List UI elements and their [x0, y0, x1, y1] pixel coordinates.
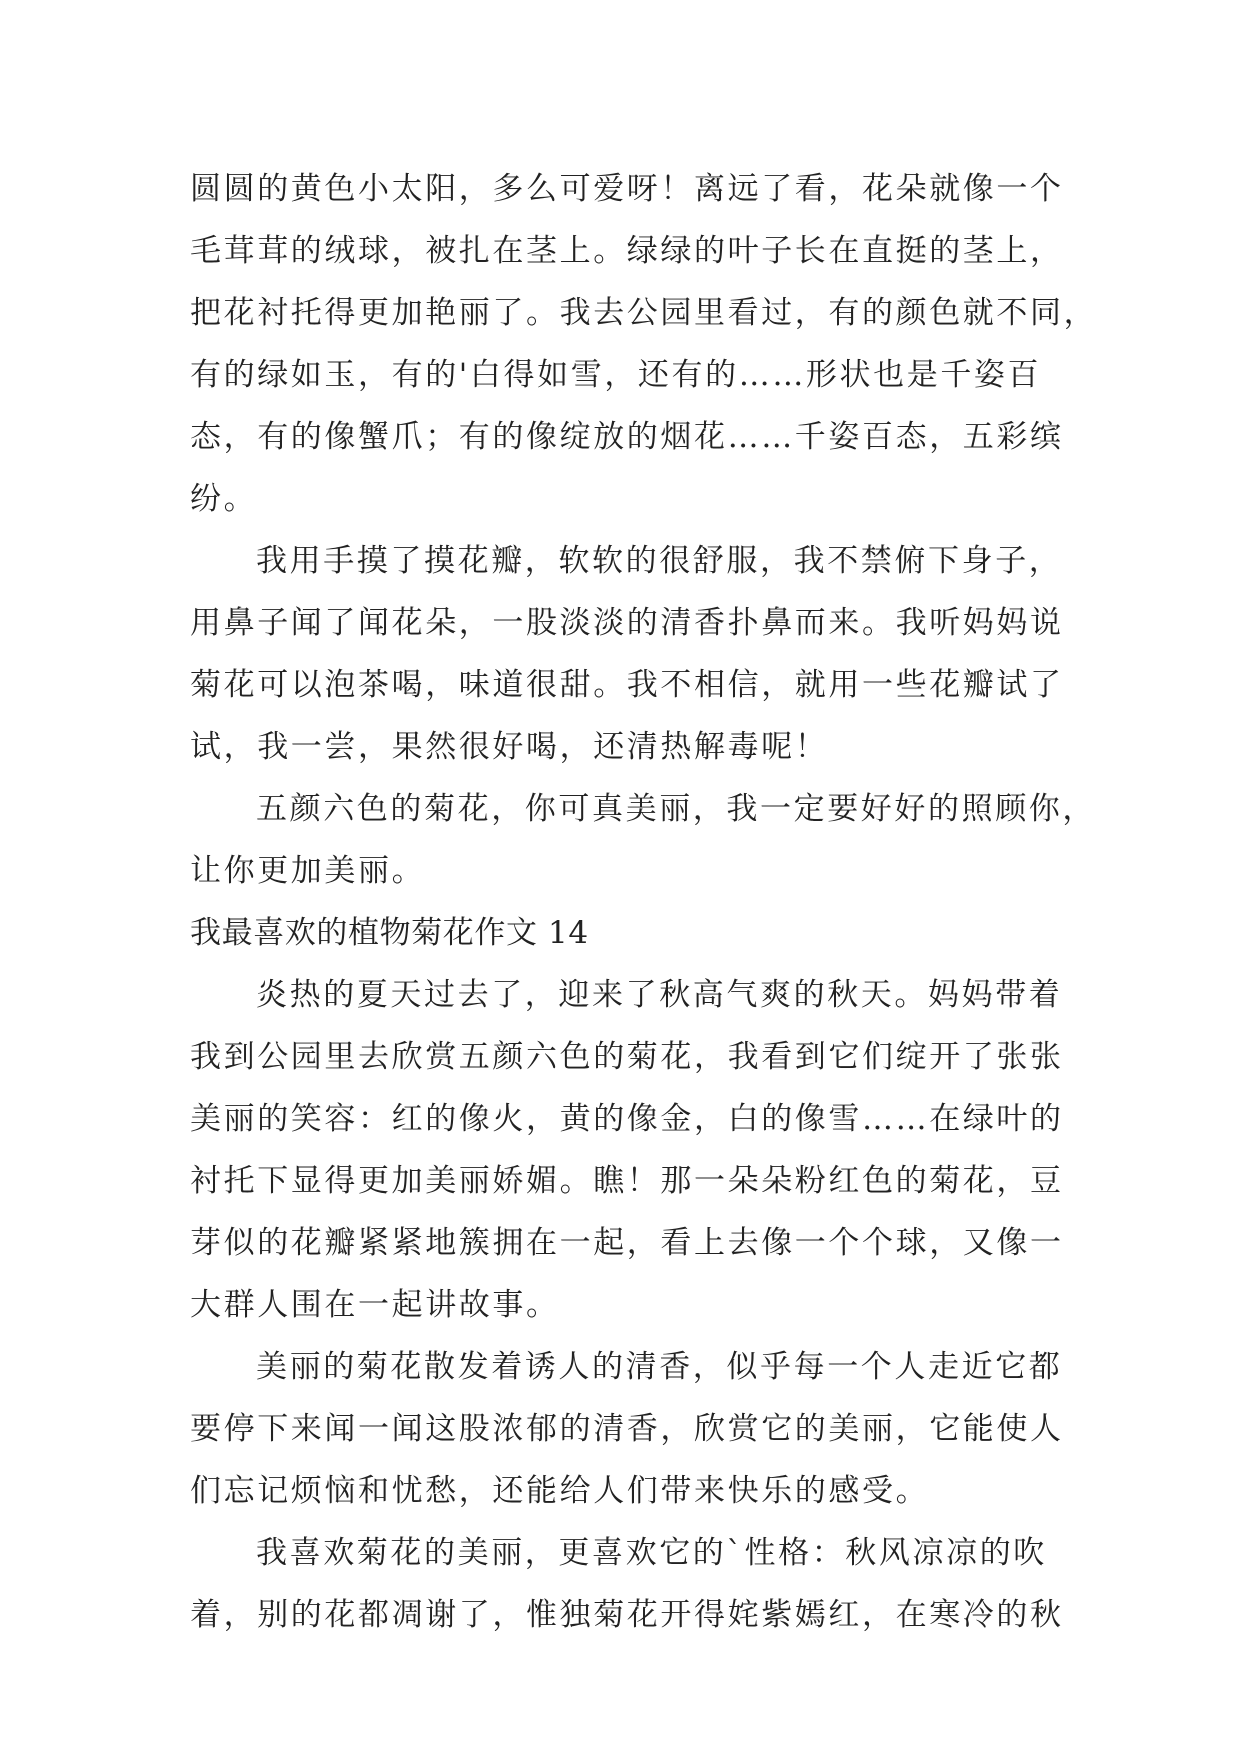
- text-line: 我用手摸了摸花瓣，软软的很舒服，我不禁俯下身子，: [256, 543, 1063, 579]
- paragraph: [190, 1336, 1070, 1522]
- text-line: 着，别的花都凋谢了，惟独菊花开得姹紫嫣红，在寒冷的秋: [190, 1597, 1064, 1633]
- text-line: 们忘记烦恼和忧愁，还能给人们带来快乐的感受。: [190, 1473, 930, 1509]
- paragraph: [190, 158, 1098, 530]
- text-line: 衬托下显得更加美丽娇媚。瞧！那一朵朵粉红色的菊花，豆: [190, 1163, 1064, 1199]
- document-body: [190, 158, 1098, 1646]
- text-line: 我喜欢菊花的美丽，更喜欢它的`性格：秋风凉凉的吹: [256, 1535, 1047, 1571]
- paragraph: [190, 1522, 1070, 1646]
- paragraph: [190, 964, 1070, 1336]
- text-line: 五颜六色的菊花，你可真美丽，我一定要好好的照顾你，: [256, 791, 1096, 827]
- text-line: 我最喜欢的植物菊花作文 14: [190, 915, 589, 951]
- text-line: 纷。: [190, 481, 258, 517]
- text-line: 美丽的笑容：红的像火，黄的像金，白的像雪……在绿叶的: [190, 1101, 1064, 1137]
- text-line: 大群人围在一起讲故事。: [190, 1287, 560, 1323]
- text-line: 芽似的花瓣紧紧地簇拥在一起，看上去像一个个球，又像一: [190, 1225, 1064, 1261]
- text-line: 菊花可以泡茶喝，味道很甜。我不相信，就用一些花瓣试了: [190, 667, 1064, 703]
- text-line: 用鼻子闻了闻花朵，一股淡淡的清香扑鼻而来。我听妈妈说: [190, 605, 1064, 641]
- paragraph: [190, 778, 1096, 902]
- text-line: 美丽的菊花散发着诱人的清香，似乎每一个人走近它都: [256, 1349, 1063, 1385]
- text-line: 炎热的夏天过去了，迎来了秋高气爽的秋天。妈妈带着: [256, 977, 1063, 1013]
- text-line: 要停下来闻一闻这股浓郁的清香，欣赏它的美丽，它能使人: [190, 1411, 1064, 1447]
- text-line: 毛茸茸的绒球，被扎在茎上。绿绿的叶子长在直挺的茎上，: [190, 233, 1064, 269]
- text-line: 把花衬托得更加艳丽了。我去公园里看过，有的颜色就不同，: [190, 295, 1098, 331]
- text-line: 让你更加美丽。: [190, 853, 426, 889]
- text-line: 我到公园里去欣赏五颜六色的菊花，我看到它们绽开了张张: [190, 1039, 1064, 1075]
- text-line: 圆圆的黄色小太阳，多么可爱呀！离远了看，花朵就像一个: [190, 171, 1064, 207]
- paragraph: [190, 530, 1070, 778]
- text-line: 试，我一尝，果然很好喝，还清热解毒呢！: [190, 729, 829, 765]
- text-line: 有的绿如玉，有的'白得如雪，还有的……形状也是千姿百: [190, 357, 1042, 393]
- text-line: 态，有的像蟹爪；有的像绽放的烟花……千姿百态，五彩缤: [190, 419, 1064, 455]
- section-heading: [190, 902, 1070, 964]
